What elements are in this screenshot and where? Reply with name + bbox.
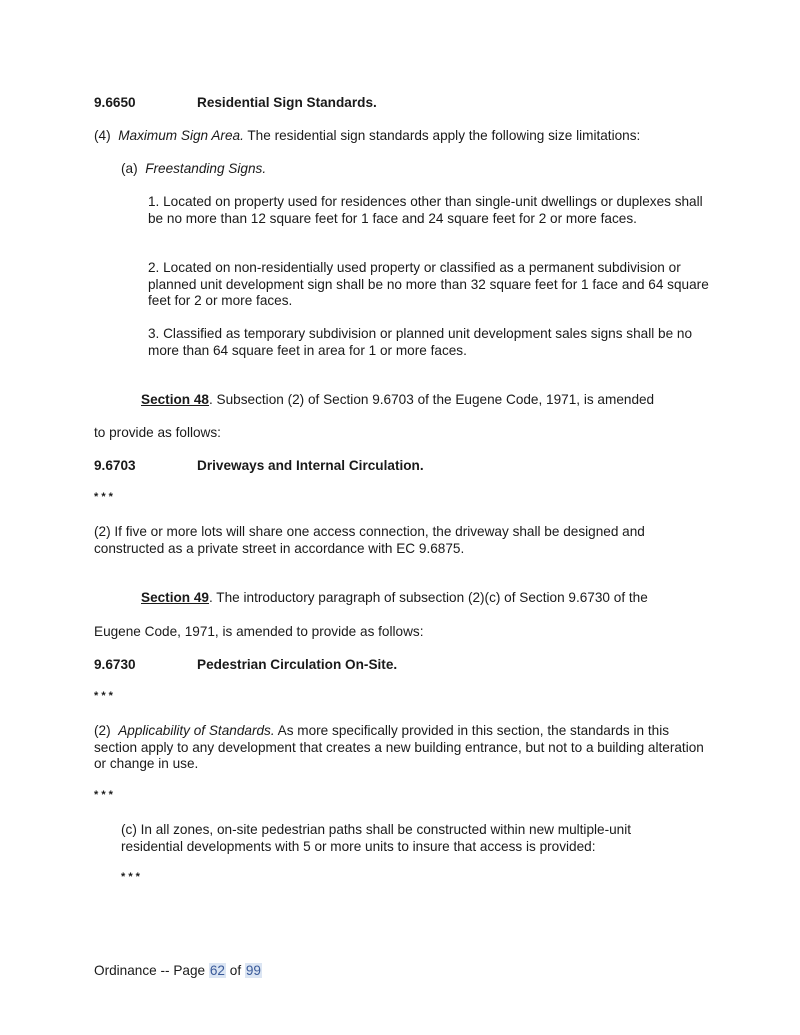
paragraph-italic-title: Applicability of Standards. [118,723,275,738]
list-item-1: 1. Located on property used for residences other than single-unit dwellings or duplexes shall be no more than 12 square feet for 1 face and 24 square feet for 2 or more faces. [148,194,703,226]
paragraph-italic-title: Maximum Sign Area. [118,128,244,143]
section-48-label: Section 48 [141,392,209,407]
subparagraph-a [121,161,266,176]
omission-marker: * * * [94,690,113,702]
section-49-continuation: Eugene Code, 1971, is amended to provide as follows: [94,624,424,639]
section-49-intro [141,590,648,605]
section-heading-9-6703 [94,458,424,473]
paragraph-label: (4) [94,128,111,143]
footer-label: Ordinance -- Page [94,963,209,978]
paragraph-label: (2) [94,723,111,738]
footer-of: of [225,963,245,978]
page-total: 99 [245,963,261,978]
subparagraph-c: (c) In all zones, on-site pedestrian paths shall be constructed within new multiple-unit residential developments with 5 or more units to insure that access is provided: [121,822,632,854]
section-48-continuation: to provide as follows: [94,425,221,440]
section-49-label: Section 49 [141,590,209,605]
omission-marker: * * * [121,871,140,883]
section-heading-9-6650 [94,95,377,110]
section-title: Driveways and Internal Circulation. [197,458,424,473]
section-number: 9.6730 [94,657,136,672]
list-item-2: 2. Located on non-residentially used property or classified as a permanent subdivision or planned unit development sign shall be no more than 32 square feet for 1 face and 64 square feet for 2 or more faces. [148,260,709,308]
section-title: Pedestrian Circulation On-Site. [197,657,398,672]
section-48-text: . Subsection (2) of Section 9.6703 of the Eugene Code, 1971, is amended [209,392,655,407]
list-item-3: 3. Classified as temporary subdivision or planned unit development sales signs shall be no more than 64 square feet in area for 1 or more faces. [148,326,693,358]
section-48-intro [141,392,654,407]
page-number: 62 [209,963,225,978]
paragraph-2-driveway: (2) If five or more lots will share one access connection, the driveway shall be designed and constructed as a private street in accordance with EC 9.6875. [94,524,645,556]
section-number: 9.6650 [94,95,136,110]
subparagraph-italic-title: Freestanding Signs. [145,161,267,176]
section-heading-9-6730 [94,657,398,672]
omission-marker: * * * [94,789,113,801]
paragraph-text: As more specifically provided in this section, the standards in this section apply to any development that creates a new building entrance, but not to a building alteration or change in use. [94,723,704,771]
paragraph-4 [94,128,640,143]
omission-marker: * * * [94,491,113,503]
paragraph-text: The residential sign standards apply the following size limitations: [243,128,641,143]
page-footer [94,963,262,978]
paragraph-2-applicability [94,723,710,773]
section-number: 9.6703 [94,458,136,473]
section-49-text: . The introductory paragraph of subsection (2)(c) of Section 9.6730 of the [209,590,648,605]
subparagraph-label: (a) [121,161,138,176]
section-title: Residential Sign Standards. [197,95,377,110]
